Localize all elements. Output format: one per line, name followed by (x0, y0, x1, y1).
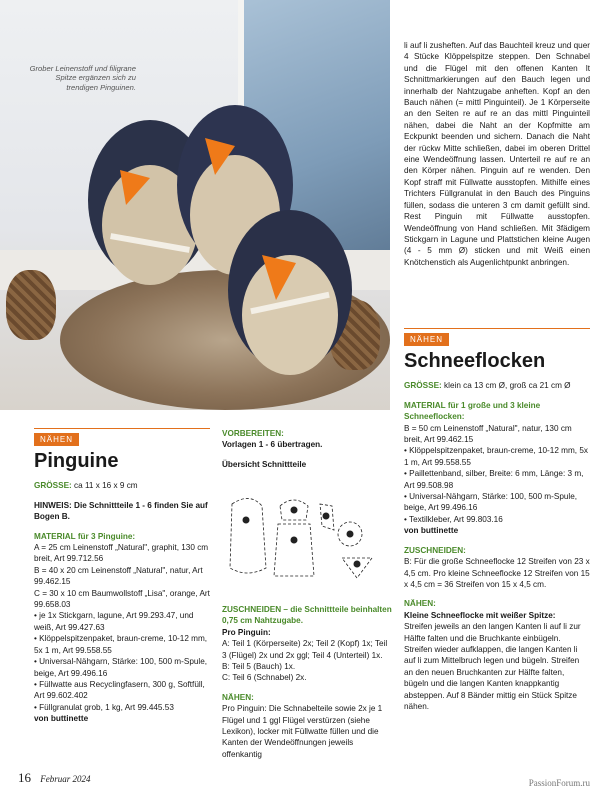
cut-line: B: Teil 5 (Bauch) 1x. (222, 662, 296, 672)
size-text: ca 11 x 16 x 9 cm (74, 481, 138, 491)
issue-month: Februar 2024 (40, 774, 91, 784)
prepare-label: VORBEREITEN: (222, 429, 284, 438)
per-penguin-label: Pro Pinguin: (222, 627, 271, 637)
section-tag: NÄHEN (34, 433, 79, 446)
watermark: PassionForum.ru (528, 778, 590, 788)
instructions-continued (404, 40, 590, 268)
cut-text: B: Für die große Schneeflocke 12 Streifen von 23 x 4,5 cm. Pro kleine Schneeflocke 12 Streifen von 15 x 4,5 cm = 36 Streifen von 15 x 4,5 cm. (404, 557, 590, 589)
cut-line: A: Teil 1 (Körperseite) 2x; Teil 2 (Kopf) 1x; Teil 3 (Flügel) 2x und 2x ggl; Teil 4 (Unterteil) 1x. (222, 639, 388, 660)
material-item: • Paillettenband, silber, Breite: 6 mm, Länge: 3 m, Art 99.508.98 (404, 469, 584, 490)
page-number: 16 (18, 770, 31, 785)
section-title: Schneeflocken (404, 350, 546, 373)
pattern-overview-diagram (222, 496, 382, 596)
material-item: B = 50 cm Leinenstoff „Natural", natur, 130 cm breit, Art 99.462.15 (404, 423, 572, 445)
supplier: von buttinette (404, 526, 459, 536)
preparation-section (222, 428, 392, 470)
cut-label: ZUSCHNEIDEN: (404, 545, 466, 555)
pattern-overview-title: Übersicht Schnittteile (222, 459, 307, 469)
material-item: • Universal-Nähgarn, Stärke: 100, 500 m-Spule, beige, Art 99.496.16 (34, 657, 208, 678)
material-item: B = 40 x 20 cm Leinenstoff „Natural", natur, Art 99.462.15 (34, 565, 203, 587)
size-label: GRÖSSE: (404, 381, 442, 391)
material-item: • Klöppelspitzenpaket, braun-creme, 10-12 mm, 5x 1 m, Art 99.558.55 (404, 446, 588, 467)
material-label: MATERIAL für 3 Pinguine: (34, 531, 136, 541)
material-label: MATERIAL für 1 große und 3 kleine Schneeflocken: (404, 400, 541, 422)
schneeflocken-section (404, 328, 590, 712)
penguins-illustration (0, 0, 390, 410)
photo-caption: Grober Leinenstoff und filigrane Spitze ergänzen sich zu trendigen Pinguinen. (29, 64, 136, 92)
cut-note: – die Schnittteile beinhalten 0,75 cm Nahtzugabe. (222, 605, 392, 626)
supplier: von buttinette (34, 714, 89, 724)
material-item: A = 25 cm Leinenstoff „Natural", graphit, 130 cm breit, Art 99.712.56 (34, 543, 209, 564)
cutting-section (222, 604, 392, 760)
page-footer (18, 770, 91, 786)
size-label: GRÖSSE: (34, 481, 72, 491)
instructions-text: li auf li zusheften. Auf das Bauchteil kreuz und quer 4 Stücke Klöppelspitze steppen. Den Schnabel und die Flügel mit den offenen Kanten lt Schnittmarkierungen auf den Bauch legen und innerhalb der Nahtzugabe anheften. Kopf an den Bauch nähen (= mittl Pinguinteil). Je 1 Körperseite an den Seiten re auf re an das mittl Pinguinteil nähen, dabei die Naht an der Kopfmitte am Eckpunkt beenden und sichern. Danach die Naht der rückw Mitte schließen, dabei im oberen Drittel eine Wendeöffnung lassen. Unterteil re auf re an den Körper nähen. Pinguin auf re wenden. Den Kopf straff mit Füllwatte ausstopfen. Mithilfe eines Trichters Füllgranulat in den Bauch des Pinguins füllen, sodass die unteren 3 cm damit gefüllt sind. Rest Pinguin mit Füllwatte ausstopfen. Wendeöffnung von Hand schließen. Mit 3fädigem Stickgarn in Lagune und Plattstichen kleine Augen (4 - 5 mm Ø) sticken und mit Weiß einen Knötchenstich als Augenlichtpunkt anbringen. (404, 41, 590, 267)
material-item: • Klöppelspitzenpaket, braun-creme, 10-12 mm, 5x 1 m, Art 99.558.55 (34, 634, 208, 655)
pattern-piece-5 (274, 524, 314, 576)
cut-label: ZUSCHNEIDEN (222, 605, 282, 614)
sew-label: NÄHEN: (404, 599, 436, 609)
material-item: • Universal-Nähgarn, Stärke: 100, 500 m-Spule, beige, Art 99.496.16 (404, 492, 578, 513)
pinguine-section (34, 428, 210, 725)
sew-subtitle: Kleine Schneeflocke mit weißer Spitze: (404, 610, 556, 620)
material-item: • je 1x Stickgarn, lagune, Art 99.293.47, und weiß, Art 99.427.63 (34, 611, 194, 632)
size-text: klein ca 13 cm Ø, groß ca 21 cm Ø (444, 381, 571, 391)
sew-text: Pro Pinguin: Die Schnabelteile sowie 2x je 1 Flügel und 1 ggl Flügel verstürzen (siehe Lexikon), locker mit Füllwatte füllen und die Kanten der Wendeöffnungen jeweils offenkantig (222, 704, 383, 759)
section-tag: NÄHEN (404, 333, 449, 346)
pattern-piece-1 (230, 498, 266, 573)
penguin-photo (0, 0, 390, 410)
material-item: • Füllgranulat grob, 1 kg, Art 99.445.53 (34, 702, 174, 712)
material-item: C = 30 x 10 cm Baumwollstoff „Lisa", orange, Art 99.658.03 (34, 588, 210, 610)
prepare-text: Vorlagen 1 - 6 übertragen. (222, 440, 323, 450)
cut-line: C: Teil 6 (Schnabel) 2x. (222, 673, 307, 683)
sew-label: NÄHEN: (222, 692, 254, 702)
material-item: • Textilkleber, Art 99.803.16 (404, 514, 503, 524)
section-title: Pinguine (34, 450, 119, 473)
material-item: • Füllwatte aus Recyclingfasern, 300 g, Softfüll, Art 99.602.402 (34, 679, 205, 701)
hint: HINWEIS: Die Schnittteile 1 - 6 finden Sie auf Bogen B. (34, 500, 208, 522)
sew-text: Streifen jeweils an den langen Kanten li auf li zur Hälfte falten und die Bruchkante einbügeln. Streifen wieder aufklappen, die langen Kanten li auf li zum Mittelbruch legen und bügeln. Streifen an den neuen Bruchkanten zur Hälfte falten, bügeln und die langen Kanten knappkantig absteppen. Auf 8 Bänder mittig ein Stück Spitze nähen. (404, 622, 581, 711)
